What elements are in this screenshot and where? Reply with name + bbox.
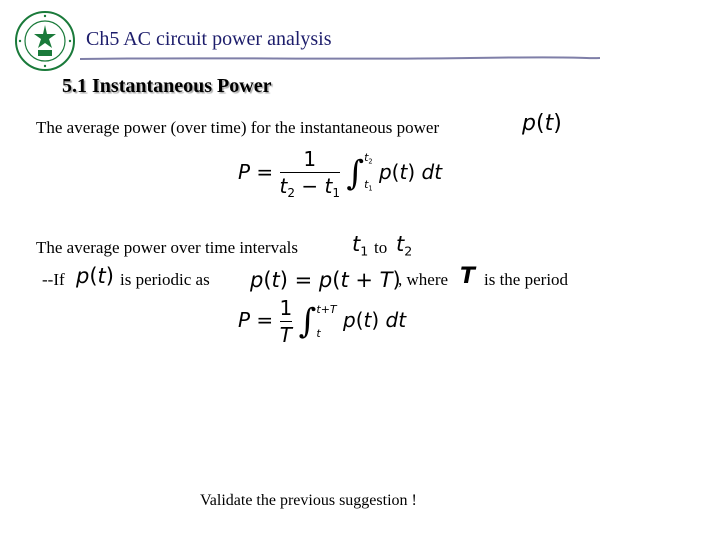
- p-of-t-symbol: p(t): [522, 111, 562, 136]
- periodic-condition-formula: p(t) = p(t + T): [250, 268, 401, 292]
- time-interval-text: The average power over time intervals: [36, 238, 298, 257]
- if-text: --If: [42, 270, 65, 289]
- periodic-text: is periodic as: [120, 270, 210, 289]
- to-text: to: [374, 238, 388, 257]
- t2-symbol: $t_2$: [396, 232, 413, 259]
- where-text: , where: [398, 270, 449, 289]
- validate-note: Validate the previous suggestion !: [200, 492, 417, 509]
- chapter-title: Ch5 AC circuit power analysis: [86, 28, 332, 50]
- period-symbol: T: [460, 264, 476, 289]
- average-power-formula: P = $\frac{1}{t_2 - t_1}$ ∫ $t_2$ $t_1$ p(t) dt: [238, 146, 443, 200]
- period-text: is the period: [484, 270, 569, 289]
- university-seal-icon: [14, 10, 76, 72]
- avg-power-intro-text: The average power (over time) for the instantaneous power: [36, 118, 440, 137]
- periodic-average-power-formula: P = $\frac{1}{T}$ ∫ t+T t p(t) dt: [238, 296, 407, 347]
- p-of-t-symbol-2: p(t): [76, 264, 114, 288]
- section-title: 5.1 Instantaneous Power: [62, 75, 272, 97]
- t1-symbol: $t_1$: [352, 232, 369, 259]
- title-underline: [80, 56, 600, 61]
